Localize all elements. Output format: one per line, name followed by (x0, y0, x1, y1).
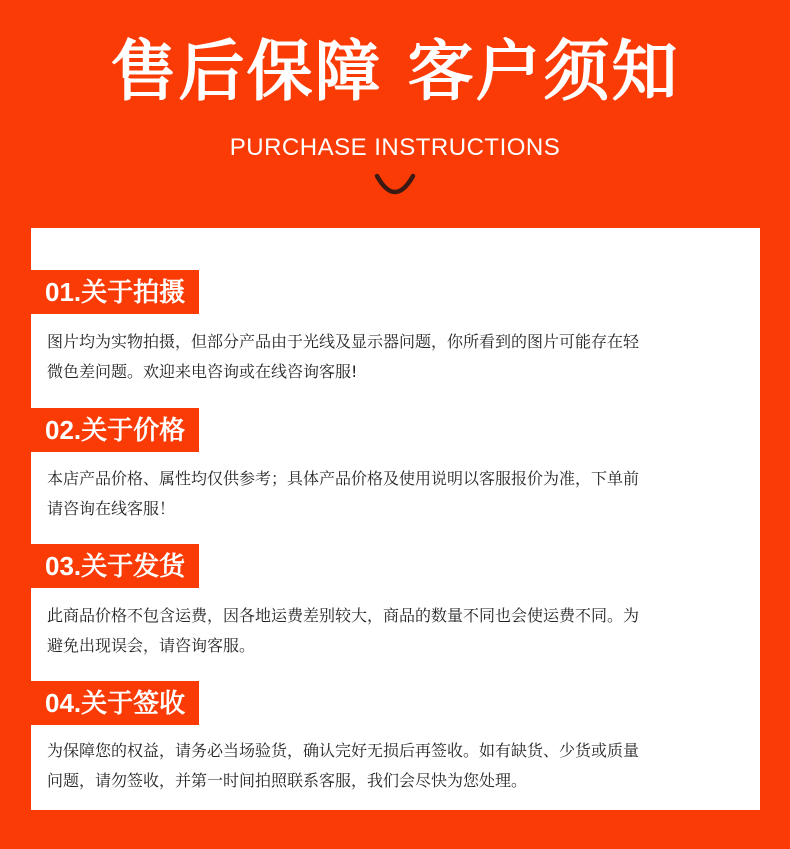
section-line: 图片均为实物拍摄，但部分产品由于光线及显示器问题，你所看到的图片可能存在轻 (47, 332, 640, 351)
section-line: 避免出现误会，请咨询客服。 (47, 636, 256, 655)
section-heading-receipt (31, 681, 199, 725)
section-line: 本店产品价格、属性均仅供参考；具体产品价格及使用说明以客服报价为准，下单前 (47, 469, 640, 488)
hero-title: 售后保障 客户须知 (110, 33, 680, 110)
section-body-price (47, 464, 753, 524)
hero-subtitle: PURCHASE INSTRUCTIONS (229, 134, 561, 161)
section-heading-price (31, 408, 199, 452)
section-heading-shooting (31, 270, 199, 314)
section-line: 微色差问题。欢迎来电咨询或在线咨询客服! (47, 362, 358, 381)
section-body-receipt (47, 736, 753, 796)
section-heading-shipping (31, 544, 199, 588)
section-number: 03. (45, 551, 82, 581)
section-title: 关于拍摄 (81, 278, 186, 308)
section-title: 关于价格 (81, 416, 186, 446)
section-line: 为保障您的权益，请务必当场验货，确认完好无损后再签收。如有缺货、少货或质量 (47, 741, 640, 760)
section-line: 问题，请勿签收，并第一时间拍照联系客服，我们会尽快为您处理。 (47, 771, 528, 790)
smile-arc-icon (373, 168, 417, 202)
section-number: 04. (45, 688, 82, 718)
section-number: 01. (45, 277, 82, 307)
section-line: 请咨询在线客服！ (47, 499, 176, 518)
section-body-shooting (47, 327, 753, 387)
section-title: 关于签收 (81, 689, 186, 719)
section-title: 关于发货 (81, 552, 186, 582)
section-body-shipping (47, 601, 753, 661)
section-line: 此商品价格不包含运费，因各地运费差别较大，商品的数量不同也会使运费不同。为 (47, 606, 640, 625)
section-number: 02. (45, 415, 82, 445)
